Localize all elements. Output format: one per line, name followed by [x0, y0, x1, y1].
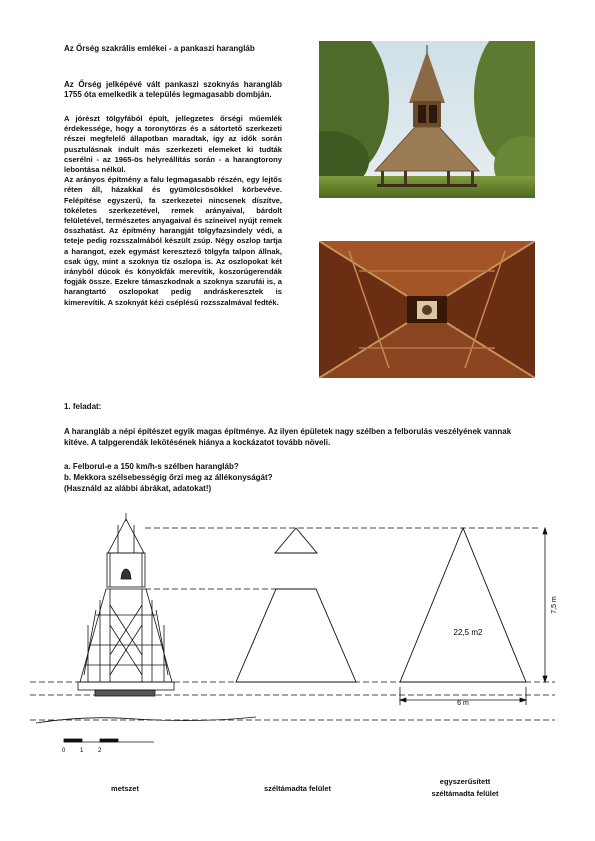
width-label: 6 m: [457, 700, 469, 707]
scale-label-2: 2: [98, 748, 102, 754]
scale-bar: [64, 739, 154, 742]
intro-paragraph: Az Őrség jelképévé vált pankaszi szoknyás harangláb 1755 óta emelkedik a település legmagasabb dombján.: [64, 80, 282, 100]
task-description: A harangláb a népi építészet egyik magas építménye. Az ilyen épületek nagy szélben a felborulás veszélyének vannak kitéve. A talpgerendák lekötésének hiánya a kockázatot tovább növeli.: [64, 427, 512, 447]
paragraph-1: A jórészt tölgyfából épült, jellegzetes őrségi műemlék érdekessége, hogy a toronytörzs és a sátortető szerkezeti részei megfelelő állapotban maradtak, így az idők során pusztulásnak indult más szerkezeti elemeket ki tudták cserélni - az 1965-ös helyreállítás során - a harangtorony lebontása nélkül.: [64, 114, 282, 175]
bell-tower-interior-photo: [319, 241, 535, 378]
wind-surface-shape: [236, 528, 356, 682]
caption-section: metszet: [111, 784, 139, 793]
paragraph-2: Az arányos építmény a falu legmagasabb részén, egy lejtős réten áll, házakkal és gyümölcsösökkel körbevéve. Felépítése egyszerű, fa szerkezetei nincsenek díszítve, tökéletes szerkezetével, remek arányaival, bárdolt felületével, természetes anyagaival és színeivel nyújt remek összhatást. Az építmény harangját tölgyfazsindely védi, a teteje pedig rozsszalmából készült zsúp. Négy oszlop tartja a harangot, ezek egymást keresztező tölgyfa talpon állnak, csak úgy, mint a szoknya tíz oszlopa is. Az oszlopokat két irányból dúcok és könyökfák merevítik, koszorúgerendák fogják össze. Ezekre támaszkodnak a szoknya szarufái is, a harangtartó oszlopokat pedig andráskeresztek is kimerevítik. A szoknyát kézi cséplésű rozsszalmával fedték.: [64, 175, 282, 307]
wind-load-figure: [0, 505, 595, 805]
tower-section-drawing: [36, 513, 256, 723]
caption-wind-surface: széltámadta felület: [263, 784, 332, 793]
simplified-triangle: [400, 528, 526, 682]
figure-hint: (Használd az alábbi ábrákat, adatokat!): [64, 484, 212, 493]
question-a: a. Felborul-e a 150 km/h-s szélben harangláb?: [64, 462, 239, 471]
scale-label-1: 1: [80, 748, 84, 754]
document-title: Az Őrség szakrális emlékei - a pankaszi harangláb: [64, 44, 255, 53]
height-label: 7,5 m: [551, 596, 558, 614]
caption-simplified-line2: széltámadta felület: [431, 789, 499, 798]
question-b: b. Mekkora szélsebességig őrzi meg az állékonyságát?: [64, 473, 273, 482]
height-dimension: [543, 528, 547, 682]
bell-tower-exterior-photo: [319, 41, 535, 198]
task-heading: 1. feladat:: [64, 402, 102, 411]
caption-simplified-line1: egyszerűsített: [439, 777, 491, 786]
area-label: 22,5 m2: [453, 628, 483, 637]
scale-label-0: 0: [62, 748, 66, 754]
description-text: [64, 114, 282, 308]
